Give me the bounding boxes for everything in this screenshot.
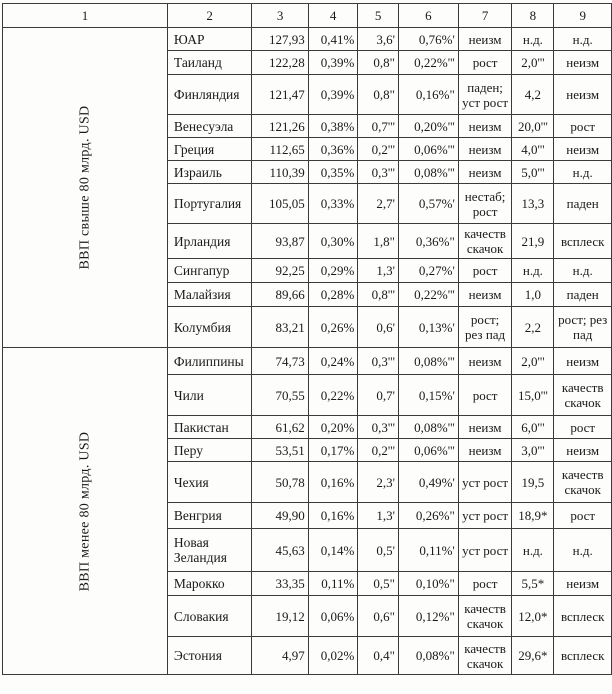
country-cell: ЮАР	[167, 28, 251, 51]
trend-cell: неизм	[458, 348, 512, 375]
trend-cell: паден; уст рост	[458, 75, 512, 115]
percent-cell: 0,06%'''	[398, 138, 458, 161]
share-cell: 0,35%	[308, 161, 358, 184]
share-cell: 0,29%	[308, 259, 358, 283]
share-cell: 0,14%	[308, 529, 358, 572]
trend-cell: качеств скачок	[458, 224, 512, 259]
dynamics-cell: всплеск	[554, 224, 612, 259]
percent-cell: 0,10%"	[398, 572, 458, 596]
country-cell: Словакия	[167, 596, 251, 637]
value-cell: 1,3'	[358, 259, 399, 283]
percent-cell: 0,08%'''	[398, 348, 458, 375]
country-cell: Новая Зеландия	[167, 529, 251, 572]
country-cell: Чехия	[167, 462, 251, 503]
country-cell: Финляндия	[167, 75, 251, 115]
rate-cell: 18,9*	[512, 503, 554, 529]
value-cell: 0,7'''	[358, 115, 399, 138]
gdp-cell: 53,51	[252, 439, 308, 462]
percent-cell: 0,26%"	[398, 503, 458, 529]
country-cell: Чили	[167, 375, 251, 416]
rate-cell: 3,0'''	[512, 439, 554, 462]
share-cell: 0,11%	[308, 572, 358, 596]
dynamics-cell: неизм	[554, 572, 612, 596]
country-cell: Пакистан	[167, 416, 251, 439]
value-cell: 0,3'''	[358, 348, 399, 375]
gdp-cell: 122,28	[252, 51, 308, 75]
trend-cell: неизм	[458, 283, 512, 307]
share-cell: 0,41%	[308, 28, 358, 51]
table-body	[3, 4, 612, 675]
header-cell: 5	[358, 4, 399, 28]
value-cell: 0,7'	[358, 375, 399, 416]
country-cell: Израиль	[167, 161, 251, 184]
group-label-cell	[3, 28, 168, 348]
percent-cell: 0,57%'	[398, 184, 458, 224]
value-cell: 0,4"	[358, 637, 399, 675]
dynamics-cell: неизм	[554, 75, 612, 115]
trend-cell: качеств скачок	[458, 637, 512, 675]
country-cell: Таиланд	[167, 51, 251, 75]
value-cell: 0,3'''	[358, 161, 399, 184]
percent-cell: 0,06%'''	[398, 439, 458, 462]
value-cell: 0,8"	[358, 75, 399, 115]
group-label-cell	[3, 348, 168, 675]
gdp-cell: 61,62	[252, 416, 308, 439]
gdp-cell: 127,93	[252, 28, 308, 51]
trend-cell: неизм	[458, 115, 512, 138]
group-label-wrap	[3, 349, 167, 674]
gdp-cell: 70,55	[252, 375, 308, 416]
dynamics-cell: неизм	[554, 138, 612, 161]
percent-cell: 0,22%'''	[398, 51, 458, 75]
trend-cell: рост; рез пад	[458, 307, 512, 348]
percent-cell: 0,20%'''	[398, 115, 458, 138]
gdp-cell: 93,87	[252, 224, 308, 259]
dynamics-cell: паден	[554, 184, 612, 224]
gdp-cell: 19,12	[252, 596, 308, 637]
percent-cell: 0,76%'	[398, 28, 458, 51]
rate-cell: 12,0*	[512, 596, 554, 637]
table-row	[3, 28, 612, 51]
share-cell: 0,22%	[308, 375, 358, 416]
trend-cell: неизм	[458, 161, 512, 184]
rate-cell: 2,0'''	[512, 348, 554, 375]
header-cell: 1	[3, 4, 168, 28]
trend-cell: рост	[458, 375, 512, 416]
value-cell: 0,2'''	[358, 439, 399, 462]
percent-cell: 0,49%'	[398, 462, 458, 503]
value-cell: 1,3'	[358, 503, 399, 529]
dynamics-cell: паден	[554, 283, 612, 307]
percent-cell: 0,16%"	[398, 75, 458, 115]
trend-cell: рост	[458, 259, 512, 283]
value-cell: 2,7'	[358, 184, 399, 224]
trend-cell: качеств скачок	[458, 596, 512, 637]
dynamics-cell: н.д.	[554, 161, 612, 184]
header-cell: 7	[458, 4, 512, 28]
header-cell: 3	[252, 4, 308, 28]
rate-cell: 2,0'''	[512, 51, 554, 75]
dynamics-cell: рост	[554, 503, 612, 529]
gdp-cell: 110,39	[252, 161, 308, 184]
country-cell: Венесуэла	[167, 115, 251, 138]
value-cell: 0,3'''	[358, 416, 399, 439]
rate-cell: 19,5	[512, 462, 554, 503]
country-cell: Колумбия	[167, 307, 251, 348]
dynamics-cell: рост	[554, 115, 612, 138]
percent-cell: 0,15%'	[398, 375, 458, 416]
dynamics-cell: качеств скачок	[554, 375, 612, 416]
country-cell: Венгрия	[167, 503, 251, 529]
dynamics-cell: неизм	[554, 348, 612, 375]
rate-cell: 13,3	[512, 184, 554, 224]
gdp-cell: 121,47	[252, 75, 308, 115]
share-cell: 0,30%	[308, 224, 358, 259]
percent-cell: 0,08%'''	[398, 416, 458, 439]
value-cell: 0,6'	[358, 307, 399, 348]
value-cell: 2,3'	[358, 462, 399, 503]
rate-cell: 6,0'''	[512, 416, 554, 439]
gdp-cell: 50,78	[252, 462, 308, 503]
rate-cell: 2,2	[512, 307, 554, 348]
value-cell: 0,6"	[358, 596, 399, 637]
share-cell: 0,39%	[308, 51, 358, 75]
rate-cell: 20,0'''	[512, 115, 554, 138]
share-cell: 0,17%	[308, 439, 358, 462]
share-cell: 0,38%	[308, 115, 358, 138]
country-cell: Греция	[167, 138, 251, 161]
percent-cell: 0,27%'	[398, 259, 458, 283]
share-cell: 0,16%	[308, 503, 358, 529]
country-cell: Перу	[167, 439, 251, 462]
gdp-cell: 33,35	[252, 572, 308, 596]
value-cell: 1,8"	[358, 224, 399, 259]
trend-cell: нестаб; рост	[458, 184, 512, 224]
share-cell: 0,28%	[308, 283, 358, 307]
dynamics-cell: н.д.	[554, 529, 612, 572]
share-cell: 0,33%	[308, 184, 358, 224]
group-label: ВВП свыше 80 млрд. USD	[77, 105, 93, 270]
percent-cell: 0,08%"	[398, 637, 458, 675]
country-cell: Португалия	[167, 184, 251, 224]
gdp-cell: 121,26	[252, 115, 308, 138]
trend-cell: рост	[458, 572, 512, 596]
country-cell: Марокко	[167, 572, 251, 596]
table-row	[3, 348, 612, 375]
percent-cell: 0,36%"	[398, 224, 458, 259]
dynamics-cell: н.д.	[554, 28, 612, 51]
gdp-cell: 49,90	[252, 503, 308, 529]
share-cell: 0,24%	[308, 348, 358, 375]
rate-cell: н.д.	[512, 28, 554, 51]
header-cell: 2	[167, 4, 251, 28]
dynamics-cell: всплеск	[554, 596, 612, 637]
gdp-cell: 92,25	[252, 259, 308, 283]
rate-cell: 4,0'''	[512, 138, 554, 161]
percent-cell: 0,11%'	[398, 529, 458, 572]
rate-cell: 5,0'''	[512, 161, 554, 184]
percent-cell: 0,22%'''	[398, 283, 458, 307]
header-cell: 9	[554, 4, 612, 28]
trend-cell: рост	[458, 51, 512, 75]
group-label: ВВП менее 80 млрд. USD	[77, 431, 93, 591]
gdp-cell: 105,05	[252, 184, 308, 224]
dynamics-cell: н.д.	[554, 259, 612, 283]
trend-cell: уст рост	[458, 503, 512, 529]
share-cell: 0,16%	[308, 462, 358, 503]
value-cell: 0,8'''	[358, 283, 399, 307]
trend-cell: неизм	[458, 28, 512, 51]
country-cell: Филиппины	[167, 348, 251, 375]
value-cell: 0,5'	[358, 529, 399, 572]
share-cell: 0,20%	[308, 416, 358, 439]
rate-cell: н.д.	[512, 529, 554, 572]
trend-cell: неизм	[458, 416, 512, 439]
dynamics-cell: качеств скачок	[554, 462, 612, 503]
percent-cell: 0,08%'''	[398, 161, 458, 184]
gdp-cell: 45,63	[252, 529, 308, 572]
percent-cell: 0,13%'	[398, 307, 458, 348]
rate-cell: н.д.	[512, 259, 554, 283]
rate-cell: 29,6*	[512, 637, 554, 675]
dynamics-cell: рост; рез пад	[554, 307, 612, 348]
rate-cell: 1,0	[512, 283, 554, 307]
dynamics-cell: неизм	[554, 439, 612, 462]
country-cell: Малайзия	[167, 283, 251, 307]
share-cell: 0,06%	[308, 596, 358, 637]
dynamics-cell: всплеск	[554, 637, 612, 675]
rate-cell: 4,2	[512, 75, 554, 115]
rate-cell: 21,9	[512, 224, 554, 259]
rate-cell: 15,0'''	[512, 375, 554, 416]
header-cell: 4	[308, 4, 358, 28]
percent-cell: 0,12%"	[398, 596, 458, 637]
value-cell: 3,6'	[358, 28, 399, 51]
share-cell: 0,26%	[308, 307, 358, 348]
gdp-cell: 74,73	[252, 348, 308, 375]
dynamics-cell: неизм	[554, 51, 612, 75]
country-cell: Ирландия	[167, 224, 251, 259]
share-cell: 0,36%	[308, 138, 358, 161]
value-cell: 0,5"	[358, 572, 399, 596]
trend-cell: уст рост	[458, 529, 512, 572]
gdp-cell: 4,97	[252, 637, 308, 675]
trend-cell: неизм	[458, 439, 512, 462]
trend-cell: неизм	[458, 138, 512, 161]
country-cell: Сингапур	[167, 259, 251, 283]
country-cell: Эстония	[167, 637, 251, 675]
header-cell: 8	[512, 4, 554, 28]
share-cell: 0,39%	[308, 75, 358, 115]
rate-cell: 5,5*	[512, 572, 554, 596]
gdp-cell: 112,65	[252, 138, 308, 161]
gdp-cell: 83,21	[252, 307, 308, 348]
group-label-wrap	[3, 29, 167, 347]
dynamics-cell: рост	[554, 416, 612, 439]
value-cell: 0,8"	[358, 51, 399, 75]
gdp-table	[2, 3, 612, 675]
share-cell: 0,02%	[308, 637, 358, 675]
trend-cell: уст рост	[458, 462, 512, 503]
gdp-cell: 89,66	[252, 283, 308, 307]
header-cell: 6	[398, 4, 458, 28]
header-row	[3, 4, 612, 28]
value-cell: 0,2'''	[358, 138, 399, 161]
